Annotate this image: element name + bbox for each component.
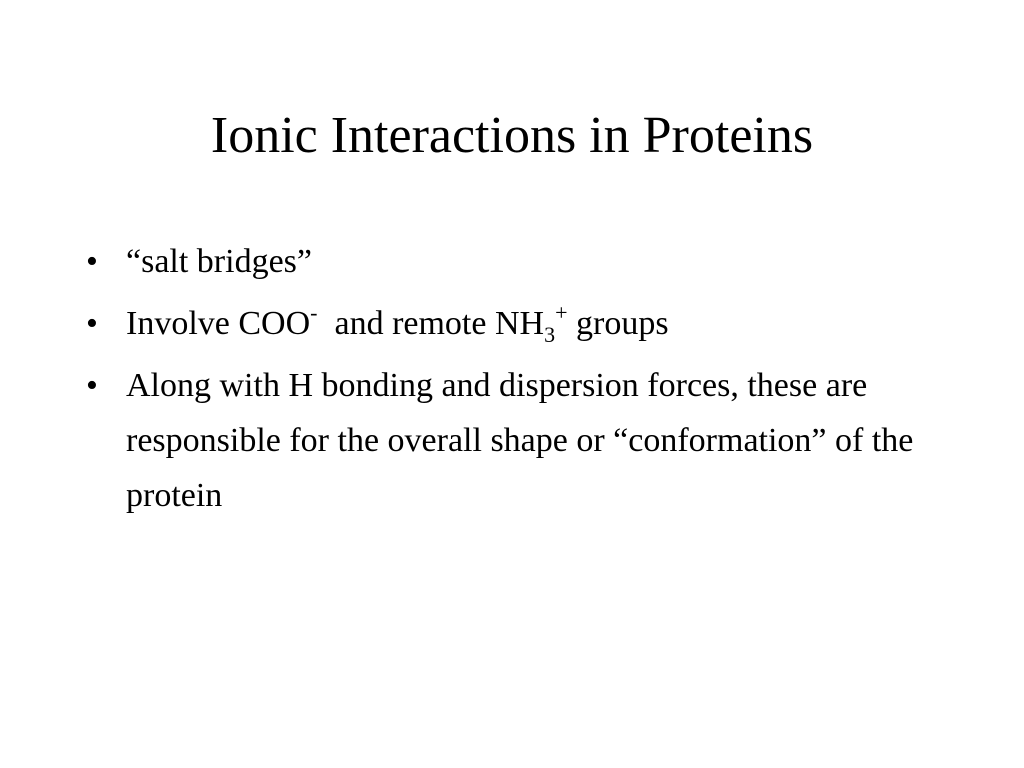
coo-charge-superscript: -: [310, 300, 318, 325]
bullet-item-salt-bridges: [86, 234, 926, 289]
nh3-subscript: 3: [544, 322, 556, 347]
bullet-item-coo-nh3: [86, 296, 926, 351]
bullet-list: [86, 234, 926, 530]
bullet-glyph: •: [86, 305, 98, 342]
bullet-text-part1: Involve COO: [126, 305, 311, 342]
bullet-item-conformation: [86, 358, 926, 523]
bullet-text-part2: and remote NH: [317, 305, 545, 342]
bullet-glyph: •: [86, 367, 98, 404]
bullet-text-salt-bridges: “salt bridges”: [126, 243, 312, 280]
slide-title: Ionic Interactions in Proteins: [210, 107, 814, 164]
bullet-glyph: •: [86, 243, 98, 280]
bullet-text-part3: groups: [567, 305, 669, 342]
bullet-text-conformation: Along with H bonding and dispersion forces, these are responsible for the overall shape or “conformation” of the protein: [126, 367, 914, 514]
nh3-charge-superscript: +: [555, 300, 568, 325]
